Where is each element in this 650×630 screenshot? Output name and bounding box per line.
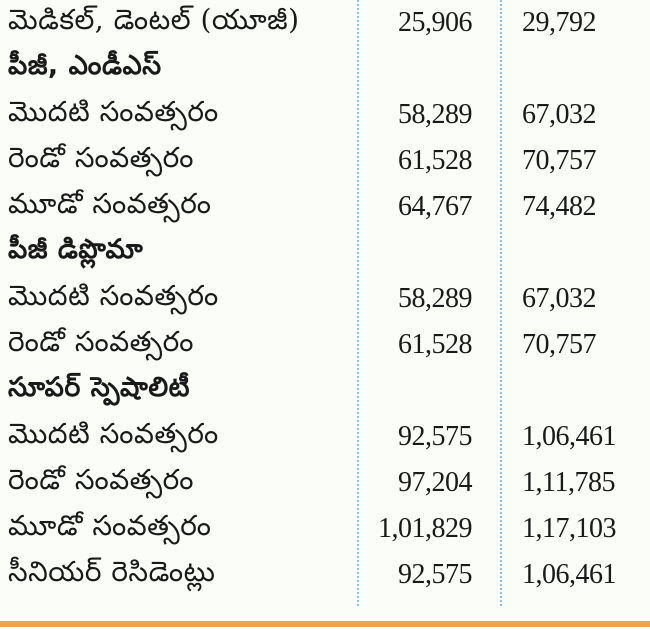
section-heading-label: పీజీ డిప్లొమా bbox=[8, 234, 144, 265]
value-revised: 29,792 bbox=[522, 7, 596, 38]
value-revised: 1,11,785 bbox=[522, 467, 615, 498]
table-row bbox=[0, 414, 650, 460]
row-label: మూడో సంవత్సరం bbox=[8, 509, 212, 542]
table-row bbox=[0, 460, 650, 506]
value-revised: 70,757 bbox=[522, 329, 596, 360]
value-revised: 70,757 bbox=[522, 145, 596, 176]
value-current: 1,01,829 bbox=[378, 513, 472, 544]
value-revised: 1,06,461 bbox=[522, 559, 616, 590]
value-revised: 1,17,103 bbox=[522, 513, 616, 544]
table-row bbox=[0, 506, 650, 552]
row-label: మూడో సంవత్సరం bbox=[8, 187, 212, 220]
row-label: మెడికల్, డెంటల్ (యూజీ) bbox=[8, 3, 300, 36]
value-current: 61,528 bbox=[398, 329, 472, 360]
section-heading-label: పీజీ, ఎండీఎస్ bbox=[8, 50, 162, 81]
value-current: 92,575 bbox=[398, 421, 472, 452]
section-heading bbox=[0, 230, 650, 276]
table-row bbox=[0, 0, 650, 46]
row-label: రెండో సంవత్సరం bbox=[8, 325, 194, 358]
value-current: 58,289 bbox=[398, 99, 472, 130]
value-revised: 74,482 bbox=[522, 191, 596, 222]
row-label: మొదటి సంవత్సరం bbox=[8, 279, 219, 312]
value-revised: 67,032 bbox=[522, 283, 596, 314]
row-label: రెండో సంవత్సరం bbox=[8, 463, 194, 496]
table-row bbox=[0, 184, 650, 230]
table-row bbox=[0, 138, 650, 184]
value-current: 64,767 bbox=[398, 191, 472, 222]
value-current: 97,204 bbox=[398, 467, 472, 498]
row-label: సీనియర్ రెసిడెంట్లు bbox=[8, 555, 216, 588]
value-current: 58,289 bbox=[398, 283, 472, 314]
row-label: మొదటి సంవత్సరం bbox=[8, 417, 219, 450]
section-heading bbox=[0, 46, 650, 92]
table-row bbox=[0, 276, 650, 322]
table-row bbox=[0, 92, 650, 138]
section-heading bbox=[0, 368, 650, 414]
row-label: మొదటి సంవత్సరం bbox=[8, 95, 219, 128]
section-heading-label: సూపర్ స్పెషాలిటీ bbox=[8, 372, 190, 403]
value-revised: 67,032 bbox=[522, 99, 596, 130]
bottom-rule bbox=[0, 621, 650, 627]
value-current: 25,906 bbox=[398, 7, 472, 38]
table-row bbox=[0, 322, 650, 368]
table-row bbox=[0, 552, 650, 598]
row-label: రెండో సంవత్సరం bbox=[8, 141, 194, 174]
value-revised: 1,06,461 bbox=[522, 421, 616, 452]
value-current: 92,575 bbox=[398, 559, 472, 590]
value-current: 61,528 bbox=[398, 145, 472, 176]
